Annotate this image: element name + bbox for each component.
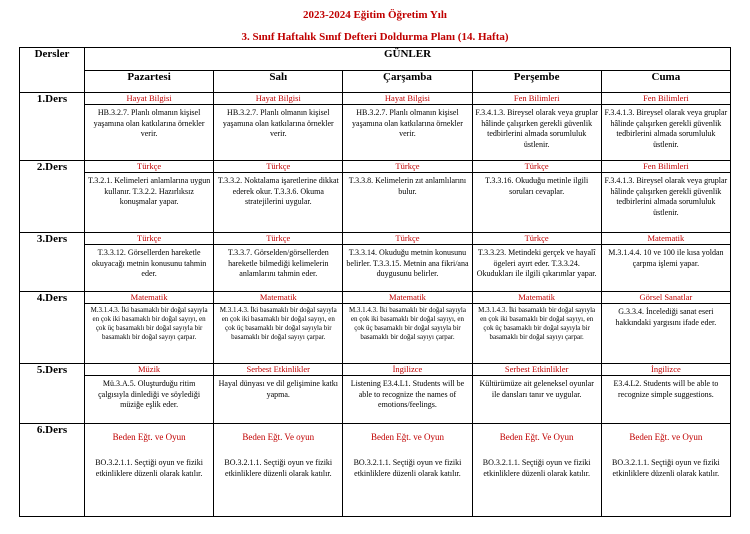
plan-cell-friday bbox=[601, 364, 730, 424]
subject-label: Beden Eğt. ve Oyun bbox=[629, 432, 703, 443]
subject-label: Hayat Bilgisi bbox=[343, 93, 471, 105]
plan-cell-monday bbox=[85, 93, 214, 161]
subject-label: Beden Eğt. Ve oyun bbox=[242, 432, 315, 443]
plan-cell-thursday bbox=[472, 364, 601, 424]
plan-cell-wednesday bbox=[343, 364, 472, 424]
objective-text: BO.3.2.1.1. Seçtiği oyun ve fiziki etkinliklere düzenli olarak katılır. bbox=[482, 458, 591, 478]
plan-cell-tuesday bbox=[214, 364, 343, 424]
lesson-label: 1.Ders bbox=[20, 93, 85, 161]
page-subtitle: 3. Sınıf Haftalık Sınıf Defteri Doldurma Planı (14. Hafta) bbox=[241, 31, 509, 43]
day-header-friday: Cuma bbox=[601, 71, 730, 93]
subject-label: Beden Eğt. ve Oyun bbox=[112, 432, 186, 443]
objective-text: E3.4.L2. Students will be able to recognize simple suggestions. bbox=[613, 379, 719, 399]
objective-text: T.3.3.23. Metindeki gerçek ve hayalî ögeleri ayırt eder. T.3.3.24. Okudukları ile ilgili çıkarımlar yapar. bbox=[476, 248, 597, 279]
objective-text: T.3.3.12. Görsellerden hareketle okuyacağı metnin konusunu tahmin eder. bbox=[91, 248, 207, 279]
plan-cell-monday bbox=[85, 292, 214, 364]
subject-label: Hayat Bilgisi bbox=[214, 93, 342, 105]
plan-cell-wednesday bbox=[343, 233, 472, 292]
table-row bbox=[20, 424, 731, 517]
lesson-label: 2.Ders bbox=[20, 161, 85, 233]
page-title: 2023-2024 Eğitim Öğretim Yılı bbox=[303, 9, 447, 21]
lesson-label: 6.Ders bbox=[20, 424, 85, 517]
objective-text: T.3.3.14. Okuduğu metnin konusunu belirler. T.3.3.15. Metnin ana fikri/ana duygusunu belirler. bbox=[346, 248, 469, 279]
subject-label: İngilizce bbox=[343, 364, 471, 376]
objective-text: M.3.1.4.4. 10 ve 100 ile kısa yoldan çarpma işlemi yapar. bbox=[608, 248, 724, 268]
subject-label: Hayat Bilgisi bbox=[85, 93, 213, 105]
plan-cell-wednesday bbox=[343, 424, 472, 517]
objective-text: T.3.3.2. Noktalama işaretlerine dikkat ederek okur. T.3.3.6. Okuma stratejilerini uygular. bbox=[217, 176, 339, 207]
days-header: GÜNLER bbox=[85, 48, 731, 71]
lesson-label: 3.Ders bbox=[20, 233, 85, 292]
subject-label: Beden Eğt. Ve Oyun bbox=[499, 432, 574, 443]
subject-label: İngilizce bbox=[602, 364, 730, 376]
subject-label: Serbest Etkinlikler bbox=[473, 364, 601, 376]
objective-text: M.3.1.4.3. İki basamaklı bir doğal sayıyla en çok iki basamaklı bir doğal sayıyı, en çok üç basamaklı bir doğal sayıyla bir basamaklı bir doğal sayıyı çarpar. bbox=[348, 306, 466, 342]
plan-cell-monday bbox=[85, 364, 214, 424]
objective-text: HB.3.2.7. Planlı olmanın kişisel yaşamına olan katkılarına örnekler verir. bbox=[222, 108, 334, 138]
subject-label: Türkçe bbox=[473, 233, 601, 245]
plan-cell-tuesday bbox=[214, 161, 343, 233]
plan-cell-friday bbox=[601, 161, 730, 233]
subject-label: Türkçe bbox=[473, 161, 601, 173]
subject-label: Müzik bbox=[85, 364, 213, 376]
subject-label: Matematik bbox=[214, 292, 342, 304]
day-header-thursday: Perşembe bbox=[472, 71, 601, 93]
plan-cell-friday bbox=[601, 93, 730, 161]
plan-cell-friday bbox=[601, 233, 730, 292]
table-row bbox=[20, 161, 731, 233]
subject-label: Beden Eğt. ve Oyun bbox=[370, 432, 444, 443]
subject-label: Türkçe bbox=[343, 233, 471, 245]
subject-label: Fen Bilimleri bbox=[602, 93, 730, 105]
plan-cell-monday bbox=[85, 161, 214, 233]
subject-label: Türkçe bbox=[214, 161, 342, 173]
objective-text: HB.3.2.7. Planlı olmanın kişisel yaşamına olan katkılarına örnekler verir. bbox=[93, 108, 205, 138]
objective-text: M.3.1.4.3. İki basamaklı bir doğal sayıyla en çok iki basamaklı bir doğal sayıyı, en çok üç basamaklı bir doğal sayıyla bir basamaklı bir doğal sayıyı çarpar. bbox=[478, 306, 596, 342]
subject-label: Türkçe bbox=[343, 161, 471, 173]
objective-text: Hayal dünyası ve dil gelişimine katkı yapma. bbox=[218, 379, 338, 399]
lessons-header: Dersler bbox=[20, 48, 85, 93]
objective-text: G.3.3.4. İncelediği sanat eseri hakkındaki yargısını ifade eder. bbox=[615, 307, 717, 327]
objective-text: M.3.1.4.3. İki basamaklı bir doğal sayıyla en çok iki basamaklı bir doğal sayıyı, en çok üç basamaklı bir doğal sayıyla bir basamaklı bir doğal sayıyı çarpar. bbox=[90, 306, 208, 342]
objective-text: Kültürümüze ait geleneksel oyunlar ile dansları tanır ve uygular. bbox=[479, 379, 594, 399]
objective-text: BO.3.2.1.1. Seçtiği oyun ve fiziki etkinliklere düzenli olarak katılır. bbox=[95, 458, 203, 478]
plan-cell-monday bbox=[85, 424, 214, 517]
plan-cell-tuesday bbox=[214, 292, 343, 364]
subject-label: Türkçe bbox=[85, 233, 213, 245]
subject-label: Türkçe bbox=[85, 161, 213, 173]
subject-label: Serbest Etkinlikler bbox=[214, 364, 342, 376]
lesson-label: 5.Ders bbox=[20, 364, 85, 424]
table-row bbox=[20, 292, 731, 364]
plan-cell-thursday bbox=[472, 161, 601, 233]
plan-cell-monday bbox=[85, 233, 214, 292]
subject-label: Türkçe bbox=[214, 233, 342, 245]
objective-text: T.3.3.16. Okuduğu metinle ilgili soruları cevaplar. bbox=[485, 176, 589, 196]
table-row bbox=[20, 364, 731, 424]
table-row bbox=[20, 233, 731, 292]
subject-label: Matematik bbox=[473, 292, 601, 304]
objective-text: BO.3.2.1.1. Seçtiği oyun ve fiziki etkinliklere düzenli olarak katılır. bbox=[224, 458, 333, 478]
day-header-wednesday: Çarşamba bbox=[343, 71, 472, 93]
subject-label: Fen Bilimleri bbox=[473, 93, 601, 105]
plan-cell-wednesday bbox=[343, 292, 472, 364]
day-header-monday: Pazartesi bbox=[85, 71, 214, 93]
plan-cell-wednesday bbox=[343, 93, 472, 161]
lesson-label: 4.Ders bbox=[20, 292, 85, 364]
objective-text: F.3.4.1.3. Bireysel olarak veya gruplar hâlinde çalışırken gerekli güvenlik tedbirlerini almada sorumluluk üstlenir. bbox=[475, 108, 598, 149]
objective-text: HB.3.2.7. Planlı olmanın kişisel yaşamına olan katkılarına örnekler verir. bbox=[352, 108, 463, 138]
objective-text: T.3.2.1. Kelimeleri anlamlarına uygun kullanır. T.3.2.2. Hazırlıksız konuşmalar yapar. bbox=[87, 176, 211, 207]
subject-label: Matematik bbox=[343, 292, 471, 304]
subject-label: Matematik bbox=[85, 292, 213, 304]
weekly-plan-table bbox=[19, 47, 731, 517]
objective-text: BO.3.2.1.1. Seçtiği oyun ve fiziki etkinliklere düzenli olarak katılır. bbox=[353, 458, 462, 478]
objective-text: M.3.1.4.3. İki basamaklı bir doğal sayıyla en çok iki basamaklı bir doğal sayıyı, en çok üç basamaklı bir doğal sayıyla bir basamaklı bir doğal sayıyı çarpar. bbox=[219, 306, 337, 342]
objective-text: F.3.4.1.3. Bireysel olarak veya gruplar hâlinde çalışırken gerekli güvenlik tedbirlerini almada sorumluluk üstlenir. bbox=[604, 108, 728, 149]
objective-text: F.3.4.1.3. Bireysel olarak veya gruplar hâlinde çalışırken gerekli güvenlik tedbirlerini almada sorumluluk üstlenir. bbox=[604, 176, 728, 217]
objective-text: Listening E3.4.L1. Students will be able to recognize the names of emotions/feelings. bbox=[350, 379, 465, 410]
objective-text: T.3.3.7. Görselden/görsellerden hareketle bilmediği kelimelerin anlamlarını tahmin eder. bbox=[227, 248, 329, 279]
table-row bbox=[20, 93, 731, 161]
subject-label: Fen Bilimleri bbox=[602, 161, 730, 173]
plan-cell-thursday bbox=[472, 292, 601, 364]
plan-cell-tuesday bbox=[214, 233, 343, 292]
plan-cell-thursday bbox=[472, 233, 601, 292]
plan-body bbox=[20, 93, 731, 517]
subject-label: Matematik bbox=[602, 233, 730, 245]
objective-text: T.3.3.8. Kelimelerin zıt anlamlılarını bulur. bbox=[348, 176, 467, 196]
plan-cell-friday bbox=[601, 424, 730, 517]
plan-cell-tuesday bbox=[214, 93, 343, 161]
objective-text: BO.3.2.1.1. Seçtiği oyun ve fiziki etkinliklere düzenli olarak katılır. bbox=[611, 458, 720, 478]
plan-cell-tuesday bbox=[214, 424, 343, 517]
subject-label: Görsel Sanatlar bbox=[602, 292, 730, 304]
day-header-tuesday: Salı bbox=[214, 71, 343, 93]
plan-cell-wednesday bbox=[343, 161, 472, 233]
plan-cell-thursday bbox=[472, 93, 601, 161]
plan-cell-friday bbox=[601, 292, 730, 364]
plan-cell-thursday bbox=[472, 424, 601, 517]
objective-text: Mü.3.A.5. Oluşturduğu ritim çalgısıyla dinlediği ve söylediği müziğe eşlik eder. bbox=[98, 379, 201, 410]
